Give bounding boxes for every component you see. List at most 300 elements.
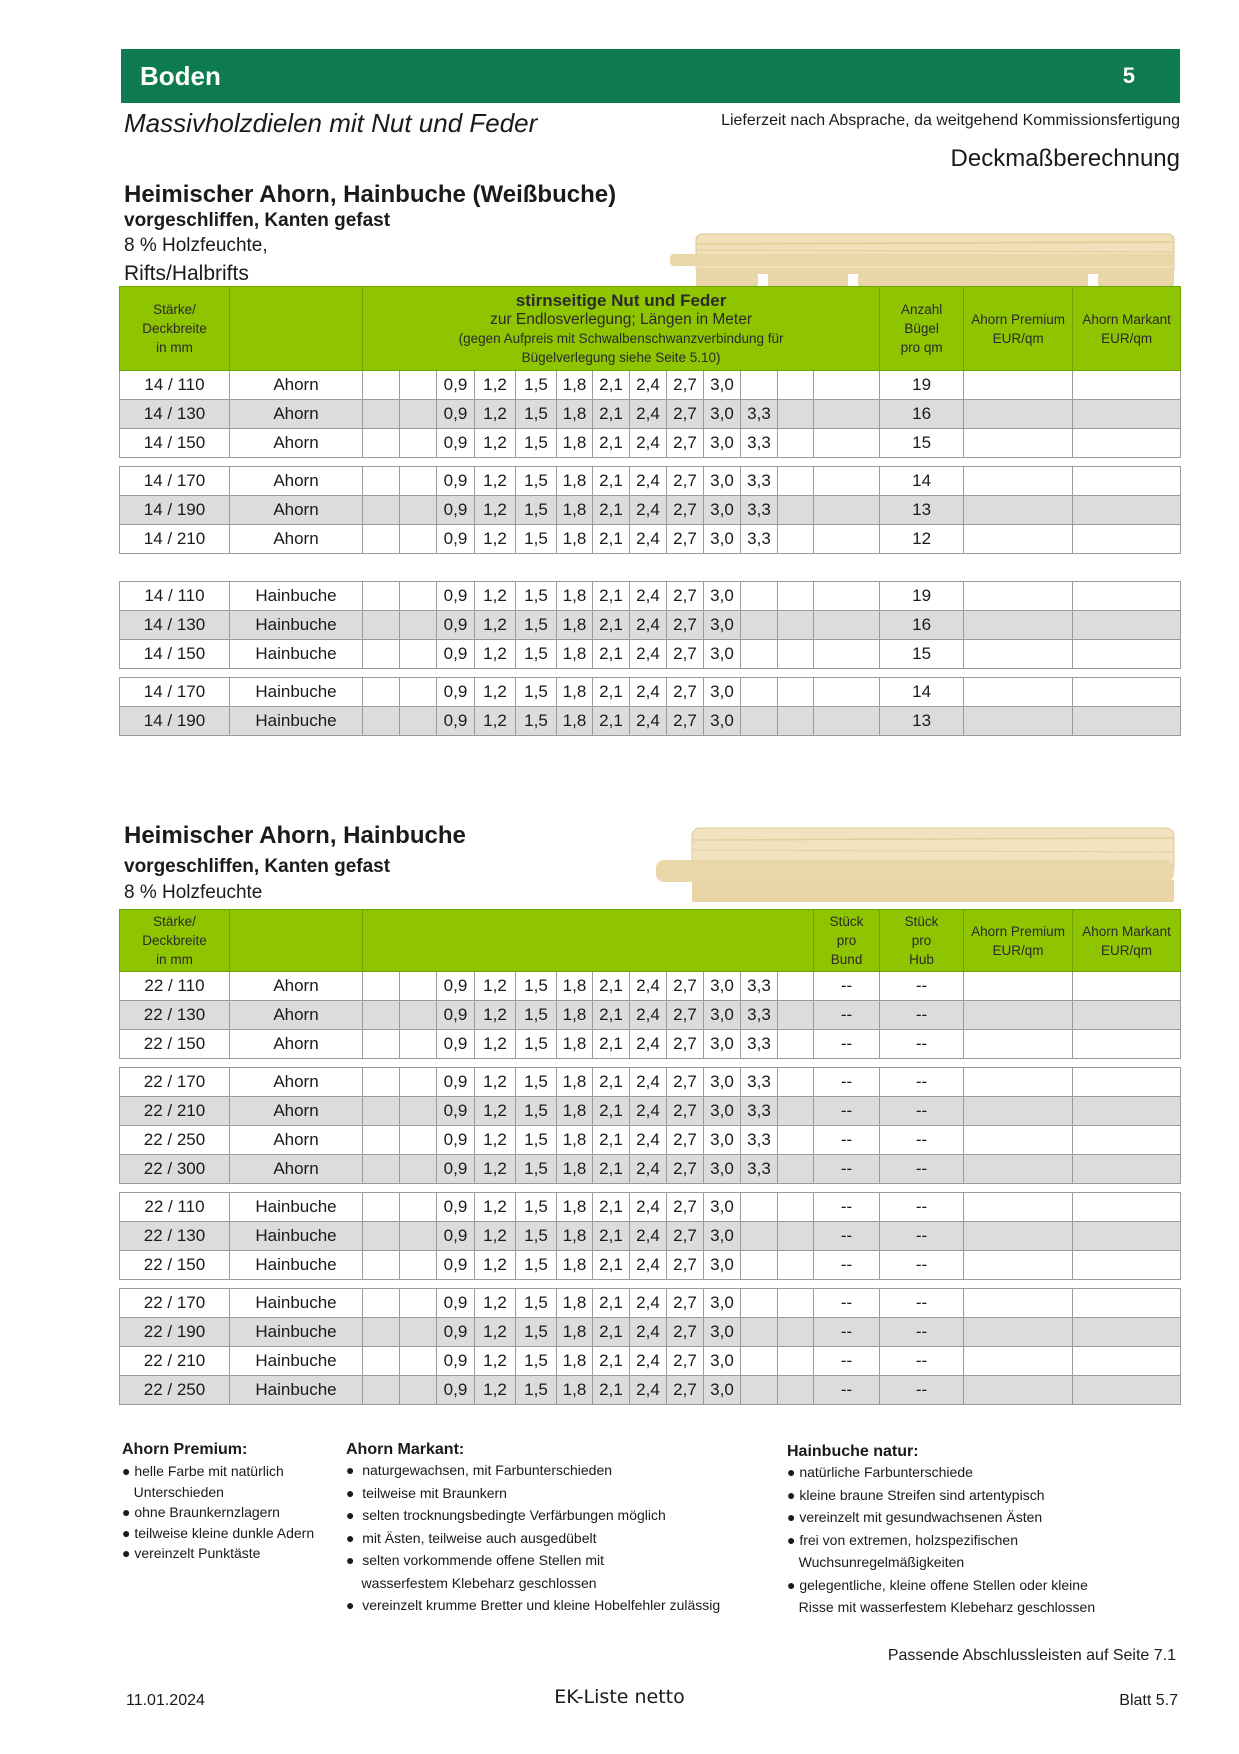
length-cell: 1,2 [475,1001,516,1030]
count-cell: 19 [880,582,964,611]
empty-cell [778,1193,814,1222]
table-row [120,429,1181,458]
length-cell: 3,0 [704,1097,741,1126]
empty-cell [778,678,814,707]
empty-cell [363,1318,400,1347]
length-cell: 2,7 [667,611,704,640]
header-hub: Stück pro Hub [880,910,964,972]
empty-cell [363,496,400,525]
empty-cell [363,371,400,400]
hub-cell: -- [880,1155,964,1184]
length-cell: 2,4 [630,1155,667,1184]
premium-price-cell [964,1376,1073,1405]
length-cell: 2,7 [667,1126,704,1155]
header-wood [230,287,363,371]
empty-cell [363,467,400,496]
deckmass-label: Deckmaßberechnung [950,145,1180,172]
length-cell: 1,2 [475,400,516,429]
size-cell: 14 / 130 [120,611,230,640]
table-row [120,1193,1181,1222]
length-cell: 2,4 [630,972,667,1001]
length-cell: 3,3 [741,972,778,1001]
length-cell: 1,5 [516,582,557,611]
size-cell: 22 / 110 [120,972,230,1001]
table-row [120,972,1181,1001]
size-cell: 22 / 250 [120,1376,230,1405]
length-cell: 1,8 [557,1155,593,1184]
length-cell: 2,4 [630,1001,667,1030]
length-cell: 1,8 [557,972,593,1001]
length-cell: 0,9 [437,1030,475,1059]
hub-cell: -- [880,1222,964,1251]
length-cell: 3,0 [704,1193,741,1222]
wood-cell: Ahorn [230,1068,363,1097]
empty-cell [363,1068,400,1097]
length-cell: 1,8 [557,429,593,458]
empty-cell [778,429,814,458]
size-cell: 14 / 170 [120,467,230,496]
length-cell: 3,3 [741,467,778,496]
length-cell: 1,8 [557,1251,593,1280]
size-cell: 14 / 150 [120,429,230,458]
empty-cell [778,1126,814,1155]
length-cell: 3,0 [704,400,741,429]
bund-cell: -- [814,972,880,1001]
length-cell: 3,0 [704,1251,741,1280]
length-cell: 2,1 [593,1193,630,1222]
length-cell: 3,0 [704,429,741,458]
wood-cell: Hainbuche [230,1222,363,1251]
empty-cell [363,1097,400,1126]
empty-cell [400,496,437,525]
length-cell: 2,7 [667,1347,704,1376]
markant-price-cell [1073,1347,1181,1376]
premium-price-cell [964,1289,1073,1318]
premium-price-cell [964,1155,1073,1184]
empty-cell [814,640,880,669]
length-cell: 1,8 [557,1001,593,1030]
markant-price-cell [1073,1289,1181,1318]
length-cell: 2,1 [593,525,630,554]
empty-cell [400,707,437,736]
markant-price-cell [1073,1251,1181,1280]
length-cell: 1,5 [516,1222,557,1251]
premium-price-cell [964,1318,1073,1347]
wood-cell: Ahorn [230,467,363,496]
group-separator [120,458,1181,467]
wood-cell: Ahorn [230,400,363,429]
table-row [120,371,1181,400]
length-cell: 2,1 [593,1126,630,1155]
length-cell: 0,9 [437,1155,475,1184]
empty-cell [400,972,437,1001]
bund-cell: -- [814,1126,880,1155]
length-cell: 2,7 [667,371,704,400]
count-cell: 16 [880,400,964,429]
length-cell: 2,4 [630,525,667,554]
length-cell [741,1318,778,1347]
premium-price-cell [964,429,1073,458]
empty-cell [363,429,400,458]
markant-price-cell [1073,525,1181,554]
count-cell: 15 [880,429,964,458]
length-cell: 1,5 [516,496,557,525]
length-cell: 0,9 [437,582,475,611]
empty-cell [814,467,880,496]
length-cell: 2,1 [593,582,630,611]
length-cell: 2,4 [630,1097,667,1126]
markant-price-cell [1073,1126,1181,1155]
length-cell: 3,3 [741,1030,778,1059]
length-cell [741,1289,778,1318]
length-cell: 2,4 [630,582,667,611]
header-premium: Ahorn Premium EUR/qm [964,287,1073,371]
length-cell: 0,9 [437,1376,475,1405]
length-cell: 2,1 [593,1068,630,1097]
premium-price-cell [964,1097,1073,1126]
length-cell: 2,7 [667,467,704,496]
size-cell: 14 / 110 [120,582,230,611]
length-cell: 2,4 [630,707,667,736]
length-cell: 2,4 [630,496,667,525]
footer-sheet: Blatt 5.7 [1119,1692,1178,1709]
premium-price-cell [964,1030,1073,1059]
empty-cell [778,1251,814,1280]
length-cell: 3,0 [704,678,741,707]
legend-item: Wuchsunregelmäßigkeiten [787,1554,965,1570]
size-cell: 22 / 130 [120,1001,230,1030]
empty-cell [363,1030,400,1059]
bund-cell: -- [814,1030,880,1059]
size-cell: 22 / 170 [120,1068,230,1097]
length-cell: 2,1 [593,707,630,736]
size-cell: 22 / 130 [120,1222,230,1251]
table-row [120,1347,1181,1376]
length-cell [741,640,778,669]
length-cell: 2,7 [667,525,704,554]
markant-price-cell [1073,1318,1181,1347]
length-cell: 2,1 [593,1376,630,1405]
length-cell: 3,0 [704,1001,741,1030]
empty-cell [363,1347,400,1376]
length-cell: 3,0 [704,1155,741,1184]
table-row [120,1068,1181,1097]
length-cell: 1,2 [475,1097,516,1126]
length-cell [741,611,778,640]
empty-cell [400,400,437,429]
length-cell: 3,3 [741,1097,778,1126]
empty-cell [814,611,880,640]
premium-price-cell [964,496,1073,525]
length-cell: 1,2 [475,1251,516,1280]
group-separator [120,1280,1181,1289]
size-cell: 14 / 110 [120,371,230,400]
empty-cell [400,1097,437,1126]
length-cell: 0,9 [437,371,475,400]
length-cell: 2,1 [593,611,630,640]
length-cell: 1,8 [557,371,593,400]
table-row [120,1001,1181,1030]
empty-cell [363,1251,400,1280]
markant-price-cell [1073,1155,1181,1184]
wood-cell: Hainbuche [230,582,363,611]
length-cell: 1,8 [557,611,593,640]
empty-cell [400,1376,437,1405]
bund-cell: -- [814,1251,880,1280]
table-row [120,1030,1181,1059]
header-bund: Stück pro Bund [814,910,880,972]
count-cell: 12 [880,525,964,554]
empty-cell [363,1222,400,1251]
count-cell: 16 [880,611,964,640]
wood-cell: Hainbuche [230,1251,363,1280]
length-cell: 1,2 [475,1126,516,1155]
length-cell: 1,2 [475,582,516,611]
length-cell: 1,2 [475,1289,516,1318]
length-cell: 2,4 [630,1347,667,1376]
empty-cell [400,1347,437,1376]
section1-heading: Heimischer Ahorn, Hainbuche (Weißbuche) [124,181,617,208]
size-cell: 22 / 300 [120,1155,230,1184]
length-cell: 0,9 [437,1318,475,1347]
empty-cell [778,1068,814,1097]
length-cell: 3,3 [741,1155,778,1184]
length-cell: 2,7 [667,582,704,611]
markant-price-cell [1073,400,1181,429]
length-cell: 1,5 [516,1289,557,1318]
length-cell: 1,2 [475,1068,516,1097]
length-cell: 3,0 [704,1222,741,1251]
table-row [120,1318,1181,1347]
section2-heading: Heimischer Ahorn, Hainbuche [124,822,466,849]
length-cell [741,582,778,611]
size-cell: 14 / 130 [120,400,230,429]
hub-cell: -- [880,1068,964,1097]
group-separator [120,669,1181,678]
count-cell: 14 [880,467,964,496]
length-cell: 2,1 [593,371,630,400]
length-cell: 2,4 [630,1289,667,1318]
legend-item: ● ohne Braunkernzlagern [122,1504,280,1520]
size-cell: 22 / 150 [120,1251,230,1280]
empty-cell [814,400,880,429]
empty-cell [363,1126,400,1155]
length-cell: 1,2 [475,678,516,707]
header-size: Stärke/ Deckbreite in mm [120,287,230,371]
length-cell: 2,7 [667,1222,704,1251]
empty-cell [400,1222,437,1251]
length-cell: 1,2 [475,1222,516,1251]
empty-cell [778,1376,814,1405]
legend-item: ● selten trocknungsbedingte Verfärbungen möglich [346,1507,666,1523]
empty-cell [814,678,880,707]
empty-cell [400,678,437,707]
length-cell: 2,1 [593,972,630,1001]
price-table-2 [119,909,1181,1405]
length-cell: 0,9 [437,1001,475,1030]
length-cell [741,678,778,707]
empty-cell [778,1318,814,1347]
hub-cell: -- [880,1289,964,1318]
length-cell: 1,8 [557,496,593,525]
length-cell: 1,5 [516,972,557,1001]
legend-item: ● vereinzelt Punktäste [122,1545,261,1561]
empty-cell [400,1030,437,1059]
wood-cell: Ahorn [230,371,363,400]
length-cell: 2,1 [593,1001,630,1030]
empty-cell [778,972,814,1001]
length-cell: 2,4 [630,1318,667,1347]
bund-cell: -- [814,1347,880,1376]
length-cell: 1,8 [557,1222,593,1251]
length-cell: 0,9 [437,1251,475,1280]
length-cell: 1,8 [557,1376,593,1405]
length-cell: 1,5 [516,1097,557,1126]
size-cell: 22 / 210 [120,1097,230,1126]
length-cell: 3,0 [704,640,741,669]
length-cell: 1,2 [475,1193,516,1222]
wood-cell: Ahorn [230,1001,363,1030]
section1-grade: Rifts/Halbrifts [124,262,249,285]
markant-price-cell [1073,582,1181,611]
markant-price-cell [1073,972,1181,1001]
legend-premium-list [122,1461,337,1564]
length-cell: 2,1 [593,1318,630,1347]
empty-cell [400,1318,437,1347]
empty-cell [400,611,437,640]
length-cell: 1,8 [557,400,593,429]
header-count: Anzahl Bügel pro qm [880,287,964,371]
length-cell: 1,2 [475,1376,516,1405]
wood-cell: Hainbuche [230,1289,363,1318]
length-cell: 2,7 [667,496,704,525]
count-cell: 13 [880,496,964,525]
empty-cell [400,1251,437,1280]
length-cell: 0,9 [437,678,475,707]
legend-item: wasserfestem Klebeharz geschlossen [346,1574,597,1591]
wood-cell: Hainbuche [230,611,363,640]
header-lengths [363,910,814,972]
premium-price-cell [964,1001,1073,1030]
length-cell: 1,8 [557,467,593,496]
empty-cell [814,371,880,400]
premium-price-cell [964,611,1073,640]
length-cell: 2,4 [630,1376,667,1405]
length-cell: 2,4 [630,611,667,640]
bund-cell: -- [814,1097,880,1126]
empty-cell [778,1097,814,1126]
section-title: Boden [140,61,221,91]
empty-cell [363,1289,400,1318]
length-cell: 2,4 [630,429,667,458]
length-cell: 1,2 [475,1347,516,1376]
length-cell: 1,2 [475,1030,516,1059]
legend-item: ● vereinzelt krumme Bretter und kleine Hobelfehler zulässig [346,1597,721,1613]
size-cell: 22 / 150 [120,1030,230,1059]
hub-cell: -- [880,1376,964,1405]
hub-cell: -- [880,1126,964,1155]
premium-price-cell [964,1068,1073,1097]
length-cell: 1,8 [557,1097,593,1126]
wood-cell: Hainbuche [230,678,363,707]
empty-cell [814,525,880,554]
empty-cell [778,582,814,611]
empty-cell [400,640,437,669]
length-cell: 2,1 [593,1251,630,1280]
wood-cell: Hainbuche [230,1376,363,1405]
legend-item: ● natürliche Farbunterschiede [787,1464,973,1480]
empty-cell [778,525,814,554]
length-cell: 2,4 [630,467,667,496]
markant-price-cell [1073,1193,1181,1222]
legend-premium [122,1441,337,1564]
count-cell: 14 [880,678,964,707]
legend-hainbuche [787,1443,1177,1619]
hub-cell: -- [880,1193,964,1222]
table-row [120,1126,1181,1155]
empty-cell [778,640,814,669]
length-cell: 2,1 [593,1030,630,1059]
bottom-note: Passende Abschlussleisten auf Seite 7.1 [887,1647,1176,1664]
premium-price-cell [964,1126,1073,1155]
header-premium: Ahorn Premium EUR/qm [964,910,1073,972]
length-cell: 2,1 [593,1097,630,1126]
length-cell: 1,2 [475,1155,516,1184]
legend-hainbuche-list [787,1461,1177,1619]
header-size: Stärke/ Deckbreite in mm [120,910,230,972]
length-cell [741,371,778,400]
length-cell: 3,0 [704,1376,741,1405]
empty-cell [778,707,814,736]
length-cell: 0,9 [437,972,475,1001]
length-cell: 0,9 [437,1126,475,1155]
empty-cell [778,467,814,496]
empty-cell [814,429,880,458]
hub-cell: -- [880,1347,964,1376]
markant-price-cell [1073,429,1181,458]
wood-cell: Ahorn [230,429,363,458]
legend-item: ● teilweise kleine dunkle Adern [122,1524,315,1541]
markant-price-cell [1073,611,1181,640]
length-cell: 1,5 [516,1030,557,1059]
length-cell: 2,1 [593,1289,630,1318]
premium-price-cell [964,582,1073,611]
size-cell: 14 / 150 [120,640,230,669]
length-cell: 1,8 [557,525,593,554]
length-cell: 3,0 [704,1068,741,1097]
header-markant: Ahorn Markant EUR/qm [1073,287,1181,371]
wood-cell: Ahorn [230,496,363,525]
length-cell: 2,1 [593,467,630,496]
premium-price-cell [964,972,1073,1001]
legend-item: ● selten vorkommende offene Stellen mit [346,1552,604,1568]
markant-price-cell [1073,1068,1181,1097]
empty-cell [363,1155,400,1184]
empty-cell [400,429,437,458]
length-cell: 2,1 [593,1347,630,1376]
size-cell: 22 / 210 [120,1347,230,1376]
delivery-note: Lieferzeit nach Absprache, da weitgehend Kommissionsfertigung [721,112,1180,129]
table-row [120,1222,1181,1251]
premium-price-cell [964,1347,1073,1376]
length-cell: 1,5 [516,1347,557,1376]
length-cell: 2,4 [630,1030,667,1059]
length-cell: 1,8 [557,1068,593,1097]
length-cell: 0,9 [437,1193,475,1222]
premium-price-cell [964,467,1073,496]
length-cell: 2,7 [667,678,704,707]
empty-cell [778,611,814,640]
